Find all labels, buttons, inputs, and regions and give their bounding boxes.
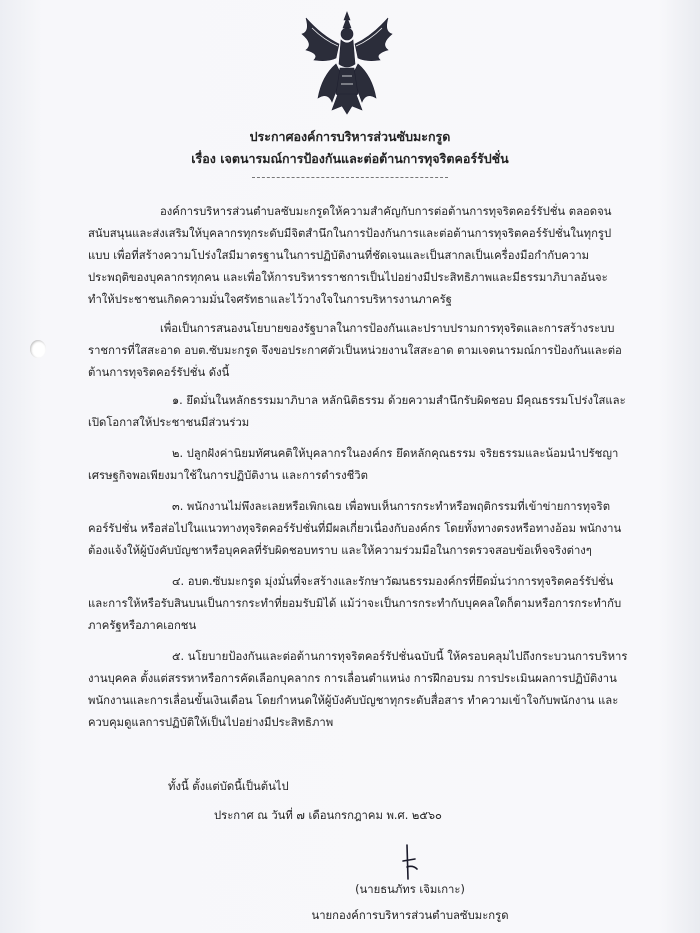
signature-icon (393, 843, 423, 883)
policy-items-list (88, 390, 628, 743)
list-item: ๓. พนักงานไม่พึงละเลยหรือเพิกเฉย เพื่อพบเห็นการกระทำหรือพฤติกรรมที่เข้าข่ายการทุจริตคอร์รัปชั่น หรือส่อไปในแนวทางทุจริตคอร์รัปชั่นที่มีผลเกี่ยวเนื่องกับองค์กร โดยทั้งทางตรงหรือทางอ้อม พนักงานต้องแจ้งให้ผู้บังคับบัญชาหรือบุคคลที่รับผิดชอบทราบ และให้ความร่วมมือในการตรวจสอบข้อเท็จจริงต่างๆ (88, 500, 622, 557)
intro-paragraph (88, 201, 628, 320)
announcement-title: ประกาศองค์การบริหารส่วนซับมะกรูด (249, 129, 451, 144)
list-item: ๔. อบต.ซับมะกรูด มุ่งมั่นที่จะสร้างและรักษาวัฒนธรรมองค์กรที่ยึดมั่นว่าการทุจริตคอร์รัปชั่น และการให้หรือรับสินบนเป็นการกระทำที่ยอมรับมิได้ แม้ว่าจะเป็นการกระทำกับบุคคลใดก็ตามหรือการกระทำกับภาครัฐหรือภาคเอกชน (88, 575, 622, 632)
announcement-subject: เรื่อง เจตนารมณ์การป้องกันและต่อต้านการทุจริตคอร์รัปชั่น (191, 151, 509, 166)
paragraph-2: เพื่อเป็นการสนองนโยบายของรัฐบาลในการป้องกันและปราบปรามการทุจริตและการสร้างระบบราชการที่ใสสะอาด อบต.ซับมะกรูด จึงขอประกาศตัวเป็นหน่วยงานใสสะอาด ตามเจตนารมณ์การป้องกันและต่อต้านการทุจริตคอร์รัปชั่น ดังนี้ (88, 322, 622, 379)
list-item: ๒. ปลูกฝังค่านิยมทัศนคติให้บุคลากรในองค์กร ยึดหลักคุณธรรม จริยธรรมและน้อมนำปรัชญาเศรษฐกิจพอเพียงมาใช้ในการปฏิบัติงาน และการดำรงชีวิต (88, 447, 619, 482)
announcement-date: ประกาศ ณ วันที่ ๗ เดือนกรกฎาคม พ.ศ. ๒๕๖๐ (214, 809, 442, 822)
title-divider (252, 177, 448, 178)
punch-hole (30, 340, 46, 358)
garuda-emblem-icon (292, 6, 402, 118)
list-item: ๑. ยึดมั่นในหลักธรรมมาภิบาล หลักนิติธรรม ด้วยความสำนึกรับผิดชอบ มีคุณธรรมโปร่งใสและเปิดโอกาสให้ประชาชนมีส่วนร่วม (88, 394, 626, 429)
signatory-name: (นายธนภัทร เจิมเกาะ) (355, 883, 465, 896)
list-item: ๕. นโยบายป้องกันและต่อต้านการทุจริตคอร์รัปชั่นฉบับนี้ ให้ครอบคลุมไปถึงกระบวนการบริหารงานบุคคล ตั้งแต่สรรหาหรือการคัดเลือกบุคลากร การเลื่อนตำแหน่ง การฝึกอบรม การประเมินผลการปฏิบัติงานพนักงานและการเลื่อนขั้นเงินเดือน โดยกำหนดให้ผู้บังคับบัญชาทุกระดับสื่อสาร ทำความเข้าใจกับพนักงาน และควบคุมดูแลการปฏิบัติให้เป็นไปอย่างมีประสิทธิภาพ (88, 650, 628, 729)
paragraph-1: องค์การบริหารส่วนตำบลซับมะกรูดให้ความสำคัญกับการต่อต้านการทุจริตคอร์รัปชั่น ตลอดจนสนับสนุนและส่งเสริมให้บุคลากรทุกระดับมีจิตสำนึกในการป้องกันการและต่อต้านการทุจริตคอร์รัปชั่นในทุกรูปแบบ เพื่อที่สร้างความโปร่งใสมีมาตรฐานในการปฏิบัติงานที่ชัดเจนและเป็นสากลเป็นเครื่องมือกำกับความประพฤติของบุคลากรทุกคน และเพื่อให้การบริหารราชการเป็นไปอย่างมีประสิทธิภาพและมีธรรมาภิบาลอันจะทำให้ประชาชนเกิดความมั่นใจศรัทธาและไว้วางใจในการบริหารงานภาครัฐ (88, 205, 612, 306)
closing-text: ทั้งนี้ ตั้งแต่บัดนี้เป็นต้นไป (168, 780, 289, 793)
policy-paragraph (88, 318, 628, 393)
signatory-position: นายกองค์การบริหารส่วนตำบลซับมะกรูด (311, 909, 509, 922)
